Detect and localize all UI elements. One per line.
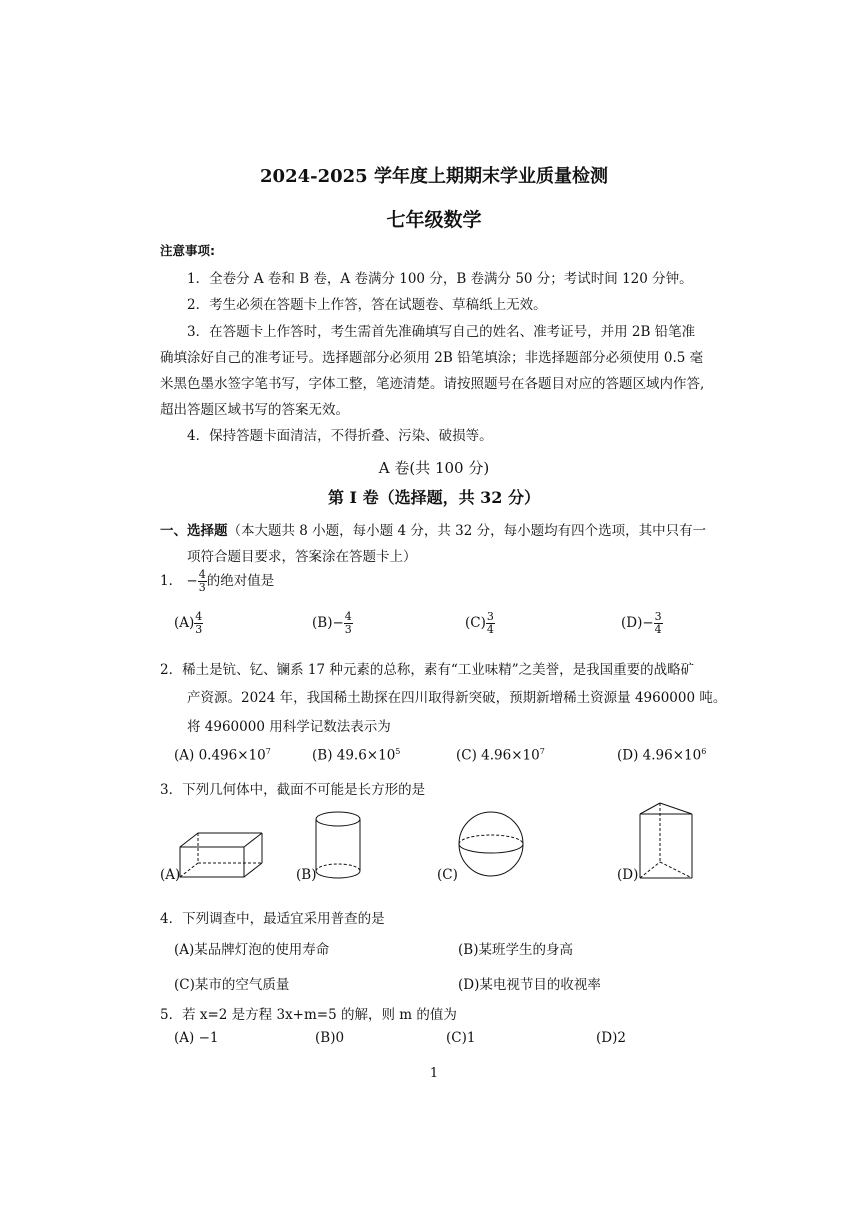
option-fraction-den: 3 (195, 623, 203, 636)
q1-fraction-den: 3 (198, 581, 206, 594)
notice-item-3-line-1: 3．在答题卡上作答时，考生需首先准确填写自己的姓名、准考证号，并用 2B 铅笔准 (187, 324, 696, 340)
option-fraction-den: 4 (654, 623, 662, 636)
q1-number: 1． (160, 573, 183, 589)
notice-item-2: 2．考生必须在答题卡上作答，答在试题卷、草稿纸上无效。 (187, 297, 547, 313)
notice-item-3-line-4: 超出答题区域书写的答案无效。 (160, 402, 349, 418)
q4-option-c[interactable]: (C)某市的空气质量 (174, 977, 290, 993)
option-label: (B) 49.6×10 (312, 747, 396, 764)
q4-stem: 4．下列调查中，最适宜采用普查的是 (160, 911, 385, 927)
q2-line-2: 产资源。2024 年，我国稀土勘探在四川取得新突破，预期新增稀土资源量 4960000 吨。 (187, 690, 727, 706)
option-label: (C) 4.96×10 (456, 747, 540, 764)
q1-stem-text: 的绝对值是 (206, 573, 275, 589)
notice-item-3-line-3: 米黑色墨水签字笔书写，字体工整，笔迹清楚。请按照题号在各题目对应的答题区域内作答, (160, 376, 705, 392)
q5-option-a[interactable]: (A) −1 (174, 1030, 219, 1046)
exam-title: 2024-2025 学年度上期期末学业质量检测 (260, 166, 608, 187)
q5-option-b[interactable]: (B)0 (315, 1030, 345, 1046)
option-label: (D) (621, 615, 643, 631)
option-label: (D) 4.96×10 (617, 747, 702, 764)
q1-option-b[interactable] (312, 611, 353, 636)
option-fraction-num: 4 (344, 610, 352, 623)
q1-fraction-num: 4 (198, 568, 206, 581)
option-sign: − (332, 615, 344, 631)
notice-item-3-line-2: 确填涂好自己的准考证号。选择题部分必须用 2B 铅笔填涂；非选择题部分必须使用 0.5 毫 (160, 350, 704, 366)
option-label: (C) (465, 615, 486, 631)
q5-stem: 5．若 x=2 是方程 3x+m=5 的解，则 m 的值为 (160, 1007, 457, 1023)
option-fraction-den: 4 (486, 623, 494, 636)
option-exponent: 7 (265, 747, 271, 756)
option-exponent: 6 (701, 747, 707, 756)
option-fraction-den: 3 (344, 623, 352, 636)
q2-line-3: 将 4960000 用科学记数法表示为 (187, 719, 391, 735)
q3-option-c-label[interactable]: (C) (437, 867, 458, 883)
option-fraction (654, 611, 663, 636)
q2-option-c[interactable] (456, 747, 545, 764)
q1-stem (160, 569, 274, 594)
q3-stem: 3．下列几何体中，截面不可能是长方形的是 (160, 782, 426, 798)
option-exponent: 7 (539, 747, 545, 756)
option-label: (A) 0.496×10 (174, 747, 266, 764)
option-fraction-num: 3 (654, 610, 662, 623)
option-label: (A) (174, 615, 195, 631)
notice-item-4: 4．保持答题卡面清洁，不得折叠、污染、破损等。 (187, 428, 493, 444)
q2-line-1: 2．稀土是钪、钇、镧系 17 种元素的总称，素有“工业味精”之美誉，是我国重要的战略矿 (160, 662, 695, 678)
section-a-title: A 卷(共 100 分) (378, 459, 490, 477)
question-type-label: 一、选择题 (160, 523, 228, 539)
q3-option-d-label[interactable]: (D) (617, 867, 639, 883)
part-1-title: 第 I 卷（选择题，共 32 分） (327, 488, 541, 507)
question-type-line-2: 项符合题目要求，答案涂在答题卡上） (187, 549, 417, 565)
q3-option-b-label[interactable]: (B) (296, 867, 317, 883)
q2-option-b[interactable] (312, 747, 400, 764)
option-sign: − (642, 615, 654, 631)
question-type-line-1 (160, 519, 706, 539)
question-type-desc: （本大题共 8 小题，每小题 4 分，共 32 分，每小题均有四个选项，其中只有一 (227, 523, 707, 539)
q3-prism-figure (178, 830, 266, 880)
q3-sphere-figure (456, 808, 526, 880)
option-fraction (486, 611, 495, 636)
option-fraction (344, 611, 353, 636)
q3-triangular-prism-figure (636, 800, 696, 884)
option-fraction-num: 3 (486, 610, 494, 623)
q4-option-d[interactable]: (D)某电视节目的收视率 (458, 977, 601, 993)
q2-option-d[interactable] (617, 747, 706, 764)
q4-option-b[interactable]: (B)某班学生的身高 (458, 942, 573, 958)
q1-option-d[interactable] (621, 611, 663, 636)
exam-subject: 七年级数学 (386, 209, 482, 231)
q1-fraction (198, 569, 207, 594)
q1-option-a[interactable] (174, 611, 203, 636)
q4-option-a[interactable]: (A)某品牌灯泡的使用寿命 (174, 942, 330, 958)
q5-option-d[interactable]: (D)2 (596, 1030, 626, 1046)
q1-option-c[interactable] (465, 611, 495, 636)
option-label: (B) (312, 615, 333, 631)
q5-option-c[interactable]: (C)1 (446, 1030, 476, 1046)
q1-sign: − (186, 573, 198, 589)
q3-cylinder-figure (312, 810, 364, 882)
option-fraction (194, 611, 203, 636)
option-exponent: 5 (395, 747, 401, 756)
notice-item-1: 1．全卷分 A 卷和 B 卷，A 卷满分 100 分，B 卷满分 50 分；考试时间 120 分钟。 (187, 271, 693, 287)
q3-option-a-label[interactable]: (A) (160, 867, 181, 883)
q2-option-a[interactable] (174, 747, 271, 764)
page-number: 1 (429, 1066, 439, 1081)
option-fraction-num: 4 (195, 610, 203, 623)
notice-heading: 注意事项: (160, 243, 215, 258)
